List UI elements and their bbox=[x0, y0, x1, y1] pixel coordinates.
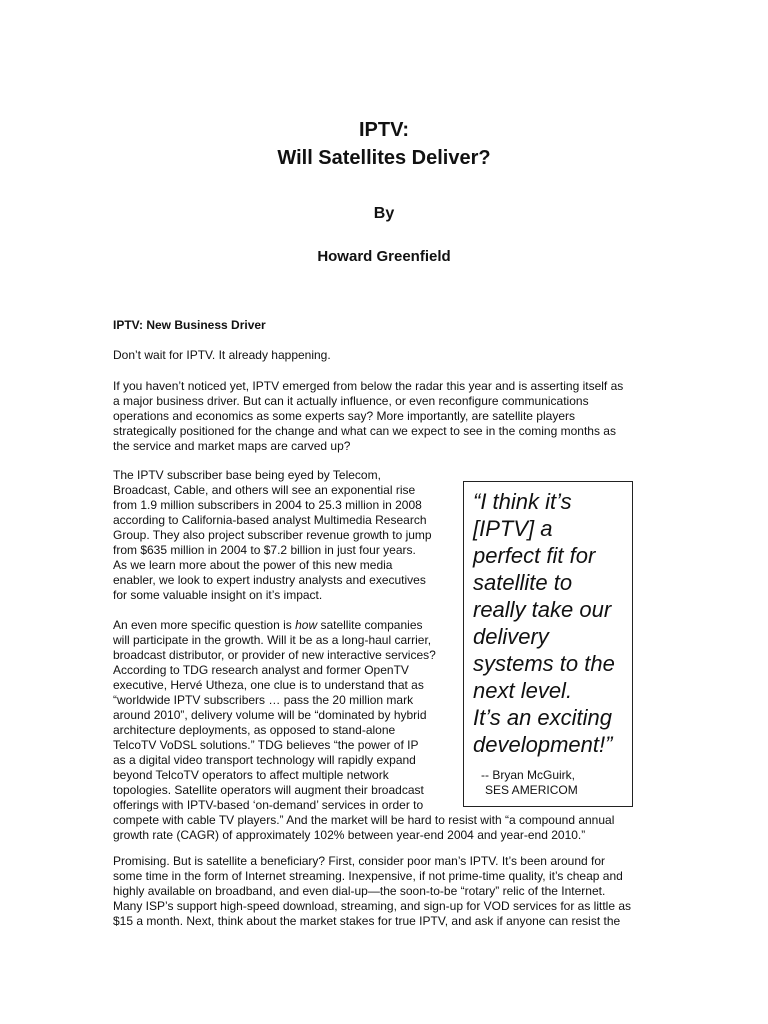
quote-line: “I think it’s bbox=[473, 489, 572, 514]
quote-attribution bbox=[481, 768, 632, 798]
text-line: will participate in the growth. Will it be as a long-haul carrier, bbox=[113, 633, 432, 647]
text-line: compete with cable TV players.” And the market will be hard to resist with “a compound annual bbox=[113, 813, 615, 827]
text-line: TelcoTV VoDSL solutions.” TDG believes “the power of IP bbox=[113, 738, 419, 752]
text-line: from $635 million in 2004 to $7.2 billion in just four years. bbox=[113, 543, 416, 557]
text-line: as a digital video transport technology will rapidly expand bbox=[113, 753, 416, 767]
quote-line: systems to the bbox=[473, 651, 615, 676]
title-line-1: IPTV: bbox=[358, 119, 409, 141]
text-line: some time in the form of Internet streaming. Inexpensive, if not prime-time quality, it’s cheap and bbox=[113, 869, 623, 883]
text-line: offerings with IPTV-based ‘on-demand’ services in order to bbox=[113, 798, 424, 812]
quote-line: satellite to bbox=[473, 570, 573, 595]
text-line: The IPTV subscriber base being eyed by Telecom, bbox=[113, 468, 381, 482]
text-fragment: satellite companies bbox=[317, 618, 423, 632]
text-line: strategically positioned for the change and what can we expect to see in the coming months as bbox=[113, 424, 616, 438]
text-line: “worldwide IPTV subscribers … pass the 20 million mark bbox=[113, 693, 414, 707]
pull-quote-text bbox=[473, 488, 632, 758]
quote-line: next level. bbox=[473, 678, 573, 703]
text-line: Broadcast, Cable, and others will see an exponential rise bbox=[113, 483, 416, 497]
text-line: from 1.9 million subscribers in 2004 to 25.3 million in 2008 bbox=[113, 498, 422, 512]
text-line: for some valuable insight on it’s impact. bbox=[113, 588, 323, 602]
text-line: architecture deployments, as opposed to stand-alone bbox=[113, 723, 396, 737]
quote-line: development!” bbox=[473, 732, 613, 757]
paragraph-2 bbox=[113, 379, 623, 454]
text-line: Many ISP’s support high-speed download, streaming, and sign-up for VOD services for as little as bbox=[113, 899, 632, 913]
text-line: broadcast distributor, or provider of new interactive services? bbox=[113, 648, 436, 662]
text-line: the service and market maps are carved up? bbox=[113, 439, 351, 453]
text-line: according to California-based analyst Multimedia Research bbox=[113, 513, 427, 527]
quote-line: really take our bbox=[473, 597, 612, 622]
text-line: If you haven’t noticed yet, IPTV emerged from below the radar this year and is asserting itself as bbox=[113, 379, 624, 393]
text-line: highly available on broadband, and even dial-up—the soon-to-be “rotary” relic of the Internet. bbox=[113, 884, 606, 898]
quote-line: perfect fit for bbox=[473, 543, 596, 568]
text-line: executive, Hervé Utheza, one clue is to understand that as bbox=[113, 678, 424, 692]
paragraph-5 bbox=[113, 854, 631, 929]
text-line: As we learn more about the power of this new media bbox=[113, 558, 393, 572]
byline: By bbox=[373, 205, 395, 222]
emphasis-text: how bbox=[295, 618, 318, 632]
paragraph-3 bbox=[113, 468, 432, 603]
text-fragment: An even more specific question is bbox=[113, 618, 296, 632]
paragraph-1 bbox=[113, 348, 331, 363]
title-line-2: Will Satellites Deliver? bbox=[277, 147, 491, 169]
text-line: growth rate (CAGR) of approximately 102% between year-end 2004 and year-end 2010.” bbox=[113, 828, 586, 842]
quote-line: delivery bbox=[473, 624, 549, 649]
attribution-company: SES AMERICOM bbox=[485, 783, 578, 797]
pull-quote-box bbox=[463, 481, 633, 807]
text-line: enabler, we look to expert industry analysts and executives bbox=[113, 573, 426, 587]
text-line: operations and economics as some experts say? More importantly, are satellite players bbox=[113, 409, 575, 423]
attribution-name: -- Bryan McGuirk, bbox=[481, 768, 576, 782]
text-line: $15 a month. Next, think about the market stakes for true IPTV, and ask if anyone can resist the bbox=[113, 914, 621, 928]
text-line: beyond TelcoTV operators to affect multiple network bbox=[113, 768, 389, 782]
text-line: Don’t wait for IPTV. It already happening. bbox=[113, 348, 331, 362]
quote-line: It’s an exciting bbox=[473, 705, 613, 730]
text-line: a major business driver. But can it actually influence, or even reconfigure communications bbox=[113, 394, 589, 408]
text-line: Promising. But is satellite a beneficiary? First, consider poor man’s IPTV. It’s been around for bbox=[113, 854, 606, 868]
text-line: around 2010”, delivery volume will be “dominated by hybrid bbox=[113, 708, 427, 722]
section-heading: IPTV: New Business Driver bbox=[113, 318, 266, 332]
text-line: According to TDG research analyst and former OpenTV bbox=[113, 663, 409, 677]
text-line: Group. They also project subscriber revenue growth to jump bbox=[113, 528, 432, 542]
text-line: topologies. Satellite operators will augment their broadcast bbox=[113, 783, 424, 797]
quote-line: [IPTV] a bbox=[473, 516, 553, 541]
author-name: Howard Greenfield bbox=[317, 248, 451, 265]
